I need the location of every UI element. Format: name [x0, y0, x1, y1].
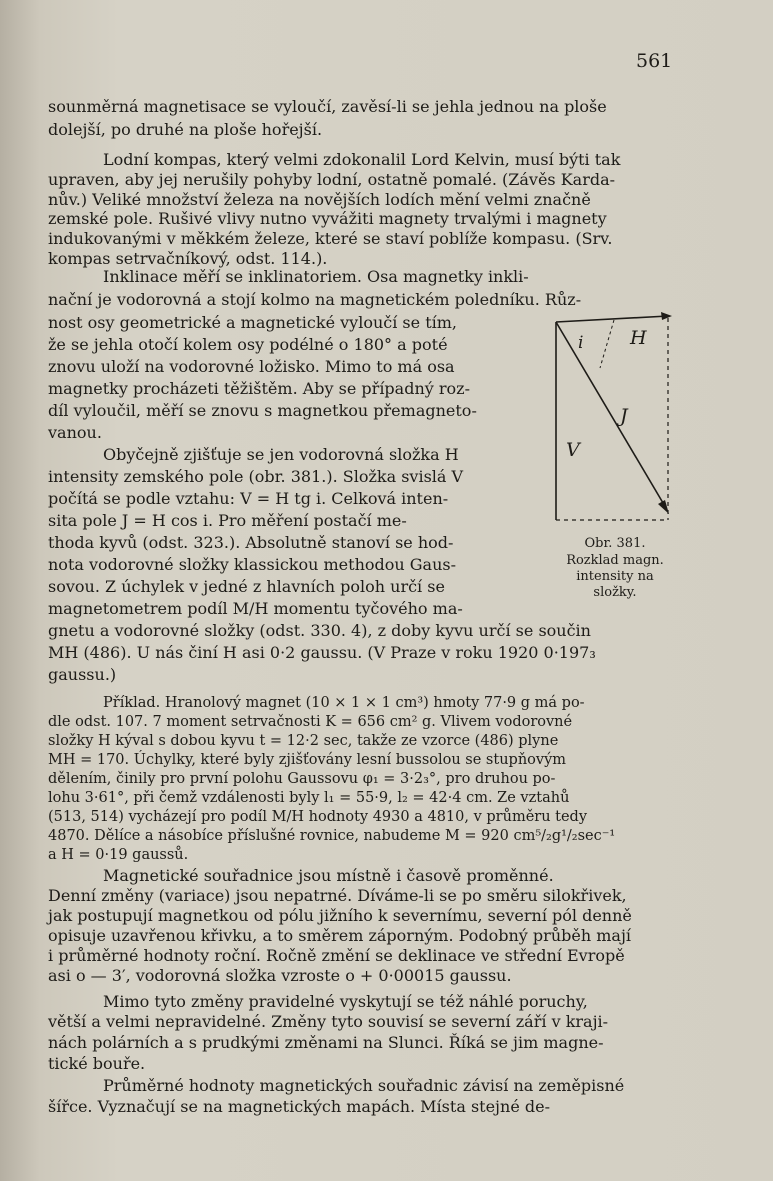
text-line: opisuje uzavřenou křivku, a to směrem záporným. Podobný průběh mají	[48, 926, 632, 945]
j-arrowhead	[658, 500, 669, 514]
text-line: znovu uloží na vodorovné ložisko. Mimo to má osa	[48, 357, 455, 376]
text-line: gaussu.)	[48, 665, 117, 684]
text-line: kompas setrvačníkový, odst. 114.).	[48, 249, 328, 268]
text-line: jak postupují magnetkou od pólu jižního k severnímu, severní pól denně	[48, 906, 632, 925]
h-arrowhead	[661, 312, 672, 320]
text-line: nota vodorovné složky klassickou methodou Gaus-	[48, 555, 457, 574]
text-line: MH (486). U nás činí H asi 0·2 gaussu. (V Praze v roku 1920 0·197₃	[48, 643, 596, 662]
text-line: šířce. Vyznačují se na magnetických mapách. Místa stejné de-	[48, 1097, 550, 1116]
label-j: J	[620, 405, 628, 427]
label-v: V	[566, 439, 580, 461]
figure-caption-line: Rozklad magn.	[566, 553, 664, 568]
text-line: Mimo tyto změny pravidelné vyskytují se též náhlé poruchy,	[103, 992, 588, 1011]
text-line: dolejší, po druhé na ploše hořejší.	[48, 120, 323, 139]
text-line: díl vyloučil, měří se znovu s magnetkou přemagneto-	[48, 401, 477, 420]
example-line: dělením, činily pro první polohu Gaussovu φ₁ = 3·2₃°, pro druhou po-	[48, 771, 556, 787]
text-line: intensity zemského pole (obr. 381.). Složka svislá V	[48, 467, 464, 486]
text-line: upraven, aby jej nerušily pohyby lodní, ostatně pomalé. (Závěs Karda-	[48, 170, 616, 189]
label-h: H	[630, 327, 647, 349]
h-vector	[556, 316, 668, 322]
text-line: nost osy geometrické a magnetické vyloučí se tím,	[48, 313, 457, 332]
example-line: (513, 514) vycházejí pro podíl M/H hodnoty 4930 a 4810, v průměru tedy	[48, 809, 588, 825]
text-line: nův.) Veliké množství železa na novějších lodích mění velmi značně	[48, 190, 591, 209]
label-i: i	[578, 333, 584, 353]
text-line: magnetky procházeti těžištěm. Aby se případný roz-	[48, 379, 470, 398]
example-line: dle odst. 107. 7 moment setrvačnosti K = 656 cm² g. Vlivem vodorovné	[48, 714, 573, 730]
text-line: Inklinace měří se inklinatoriem. Osa magnetky inkli-	[103, 267, 529, 286]
text-line: thoda kyvů (odst. 323.). Absolutně stanoví se hod-	[48, 533, 454, 552]
figure-caption-line: intensity na	[576, 569, 654, 584]
text-line: nační je vodorovná a stojí kolmo na magnetickém poledníku. Růz-	[48, 290, 582, 309]
example-line: lohu 3·61°, při čemž vzdálenosti byly l₁ = 55·9, l₂ = 42·4 cm. Ze vztahů	[48, 790, 570, 806]
page-number: 561	[636, 50, 673, 72]
text-line: Magnetické souřadnice jsou místně i časově proměnné.	[103, 866, 554, 885]
example-line: MH = 170. Úchylky, které byly zjišťovány lesní bussolou se stupňovým	[48, 752, 567, 768]
example-line: a H = 0·19 gaussů.	[48, 847, 189, 863]
text-line: že se jehla otočí kolem osy podélné o 180° a poté	[48, 335, 448, 354]
text-line: sounměrná magnetisace se vyloučí, zavěsí-li se jehla jednou na ploše	[48, 97, 607, 116]
text-line: indukovanými v měkkém železe, které se staví poblíže kompasu. (Srv.	[48, 229, 613, 248]
text-line: sovou. Z úchylek v jedné z hlavních poloh určí se	[48, 577, 445, 596]
text-line: asi o — 3′, vodorovná složka vzroste o + 0·00015 gaussu.	[48, 966, 512, 985]
text-line: sita pole J = H cos i. Pro měření postačí me-	[48, 511, 407, 530]
example-line: 4870. Dělíce a násobíce příslušné rovnice, nabudeme M = 920 cm⁵/₂g¹/₂sec⁻¹	[48, 828, 616, 844]
text-line: tické bouře.	[48, 1054, 146, 1073]
figure-number: Obr. 381.	[584, 536, 646, 551]
dip-angle-line	[600, 320, 614, 368]
j-vector	[556, 322, 666, 508]
text-line: počítá se podle vztahu: V = H tg i. Celková inten-	[48, 489, 449, 508]
example-line: Příklad. Hranolový magnet (10 × 1 × 1 cm³) hmoty 77·9 g má po-	[103, 695, 585, 711]
text-line: vanou.	[48, 423, 102, 442]
text-line: magnetometrem podíl M/H momentu tyčového ma-	[48, 599, 463, 618]
text-line: gnetu a vodorovné složky (odst. 330. 4), z doby kyvu určí se součin	[48, 621, 591, 640]
text-line: Průměrné hodnoty magnetických souřadnic závisí na zeměpisné	[103, 1076, 625, 1095]
field-components-diagram	[548, 308, 676, 528]
text-line: i průměrné hodnoty roční. Ročně změní se deklinace ve střední Evropě	[48, 946, 625, 965]
example-line: složky H kýval s dobou kyvu t = 12·2 sec, takže ze vzorce (486) plyne	[48, 733, 559, 749]
text-line: Denní změny (variace) jsou nepatrné. Díváme-li se po směru silokřivek,	[48, 886, 627, 905]
text-line: Obyčejně zjišťuje se jen vodorovná složka H	[103, 445, 459, 464]
text-line: Lodní kompas, který velmi zdokonalil Lord Kelvin, musí býti tak	[103, 150, 621, 169]
text-line: zemské pole. Rušivé vlivy nutno vyvážiti magnety trvalými i magnety	[48, 209, 607, 228]
text-line: nách polárních a s prudkými změnami na Slunci. Říká se jim magne-	[48, 1033, 604, 1052]
figure-caption-line: složky.	[593, 585, 637, 600]
text-line: větší a velmi nepravidelné. Změny tyto souvisí se severní září v kraji-	[48, 1012, 609, 1031]
